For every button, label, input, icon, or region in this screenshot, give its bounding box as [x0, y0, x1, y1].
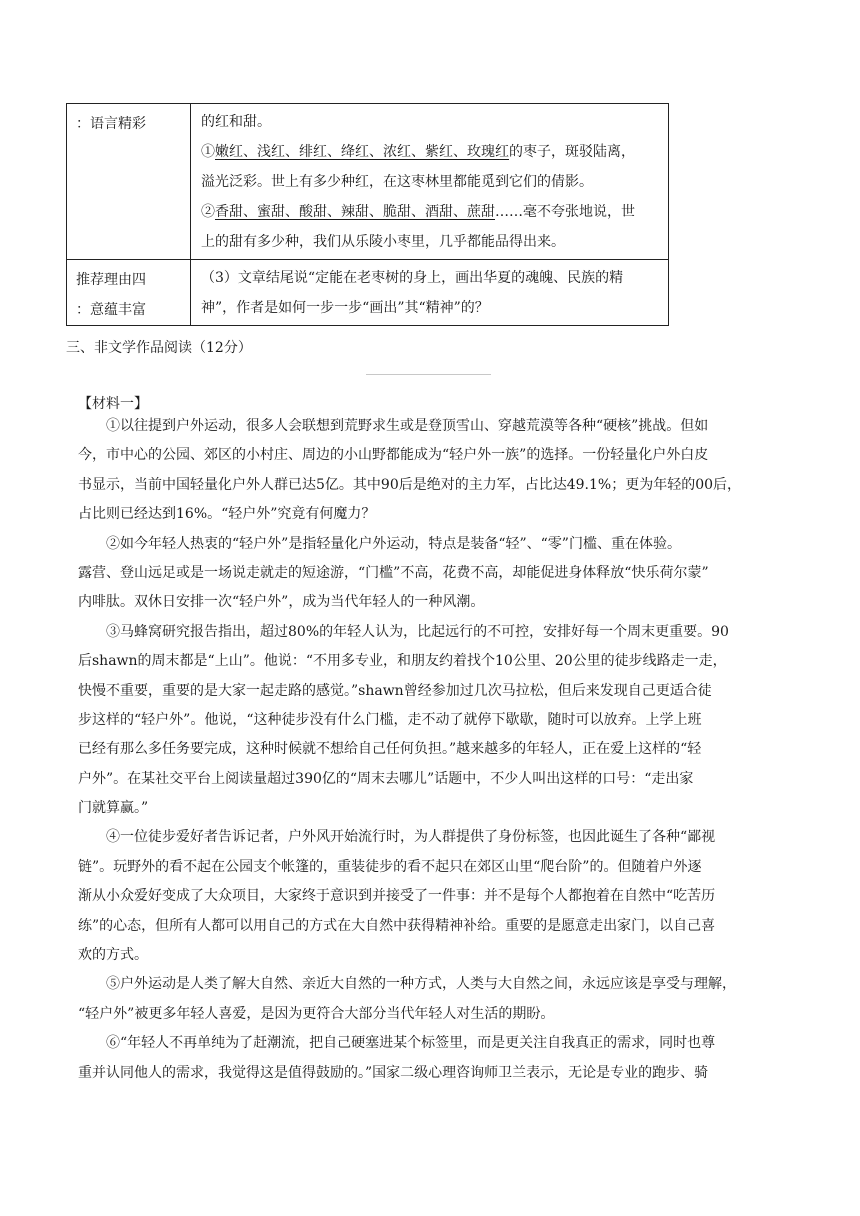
- paragraph-line: “轻户外”被更多年轻人喜爱，是因为更符合大部分当代年轻人对生活的期盼。: [78, 1005, 555, 1022]
- section-heading: 三、非文学作品阅读（12分）: [66, 340, 252, 356]
- table-row: [67, 104, 669, 260]
- content-line: 溢光泛彩。世上有多少种红，在这枣林里都能觅到它们的倩影。: [201, 174, 593, 190]
- content-line: 上的甜有多少种，我们从乐陵小枣里，几乎都能品得出来。: [201, 234, 565, 250]
- row-label: ：意蕴丰富: [76, 302, 146, 318]
- paragraph-line: ⑥“年轻人不再单纯为了赶潮流，把自己硬塞进某个标签里，而是更关注自我真正的需求，同时也尊: [106, 1035, 716, 1052]
- row-content-cell: [191, 104, 669, 260]
- paragraph-line: 渐从小众爱好变成了大众项目，大家终于意识到并接受了一件事：并不是每个人都抱着在自然中“吃苦历: [78, 888, 716, 905]
- list-marker: ②: [201, 204, 215, 220]
- paragraph-line: 户外”。在某社交平台上阅读量超过390亿的“周末去哪儿”话题中，不少人叫出这样的口号：“走出家: [78, 770, 694, 787]
- line-suffix: ……毫不夸张地说，世: [495, 204, 635, 220]
- divider: [366, 374, 491, 375]
- row-label: 推荐理由四: [76, 272, 146, 288]
- content-line: 的红和甜。: [201, 114, 271, 130]
- paragraph-line: 露营、登山远足或是一场说走就走的短途游，“门槛”不高，花费不高，却能促进身体释放“快乐荷尔蒙”: [78, 564, 709, 581]
- paragraph-line: ④一位徒步爱好者告诉记者，户外风开始流行时，为人群提供了身份标签，也因此诞生了各种“鄙视: [106, 829, 716, 846]
- paragraph-line: ②如今年轻人热衷的“轻户外”是指轻量化户外运动，特点是装备“轻”、“零”门槛、重在体验。: [106, 535, 681, 552]
- paragraph-line: 门就算赢。”: [78, 800, 149, 817]
- paragraph-line: 书显示，当前中国轻量化户外人群已达5亿。其中90后是绝对的主力军，占比达49.1%；更为年轻的00后，: [78, 476, 742, 493]
- table-row: [67, 260, 669, 326]
- paragraph-line: 占比则已经达到16%。“轻户外”究竟有何魔力？: [78, 506, 376, 523]
- paragraph-line: 今，市中心的公园、郊区的小村庄、周边的小山野都能成为“轻户外一族”的选择。一份轻量化户外白皮: [78, 447, 709, 464]
- content-line: [201, 137, 660, 167]
- article-body: [78, 412, 784, 1088]
- underlined-phrase: 嫩红、浅红、绯红、绛红、浓红、紫红、玫瑰红: [215, 144, 509, 160]
- paragraph-line: ③马蜂窝研究报告指出，超过80%的年轻人认为，比起远行的不可控，安排好每一个周末更重要。90: [106, 623, 729, 640]
- paragraph-line: 重并认同他人的需求，我觉得这是值得鼓励的。”国家二级心理咨询师卫兰表示，无论是专业的跑步、骑: [78, 1064, 709, 1081]
- row-label: ：语言精彩: [76, 116, 146, 132]
- paragraph-line: 链”。玩野外的看不起在公园支个帐篷的，重装徒步的看不起只在郊区山里“爬台阶”的。但随着户外逐: [78, 858, 702, 875]
- row-content-cell: [191, 260, 669, 326]
- paragraph-line: ⑤户外运动是人类了解大自然、亲近大自然的一种方式，人类与大自然之间，永远应该是享受与理解，: [106, 976, 736, 993]
- question-line: 神”，作者是如何一步一步“画出”其“精神”的？: [201, 300, 489, 316]
- question-line: （3）文章结尾说“定能在老枣树的身上，画出华夏的魂魄、民族的精: [201, 270, 624, 286]
- paragraph-line: 内啡肽。双休日安排一次“轻户外”，成为当代年轻人的一种风潮。: [78, 594, 485, 611]
- line-suffix: 的枣子，斑驳陆离，: [509, 144, 635, 160]
- paragraph-line: 快慢不重要，重要的是大家一起走路的感觉。”shawn曾经参加过几次马拉松，但后来发现自己更适合徒: [78, 682, 712, 699]
- list-marker: ①: [201, 144, 215, 160]
- paragraph-line: 练”的心态，但所有人都可以用自己的方式在大自然中获得精神补给。重要的是愿意走出家门，以自己喜: [78, 917, 716, 934]
- paragraph-line: 后shawn的周末都是“上山”。他说：“不用多专业，和朋友约着找个10公里、20公里的徒步线路走一走，: [78, 653, 727, 670]
- row-label-cell: [67, 104, 191, 260]
- paragraph-line: 步这样的“轻户外”。他说，“这种徒步没有什么门槛，走不动了就停下歇歇，随时可以放弃。上学上班: [78, 711, 702, 728]
- recommendation-table: [66, 103, 669, 326]
- paragraph-line: ①以往提到户外运动，很多人会联想到荒野求生或是登顶雪山、穿越荒漠等各种“硬核”挑战。但如: [106, 418, 709, 434]
- row-label-cell: [67, 260, 191, 326]
- paragraph-line: 欢的方式。: [78, 947, 148, 964]
- material-title: 【材料一】: [78, 396, 148, 412]
- paragraph-line: 已经有那么多任务要完成，这种时候就不想给自己任何负担。”越来越多的年轻人，正在爱上这样的“轻: [78, 741, 702, 758]
- content-line: [201, 197, 660, 227]
- underlined-phrase: 香甜、蜜甜、酸甜、辣甜、脆甜、酒甜、蔗甜: [215, 204, 495, 220]
